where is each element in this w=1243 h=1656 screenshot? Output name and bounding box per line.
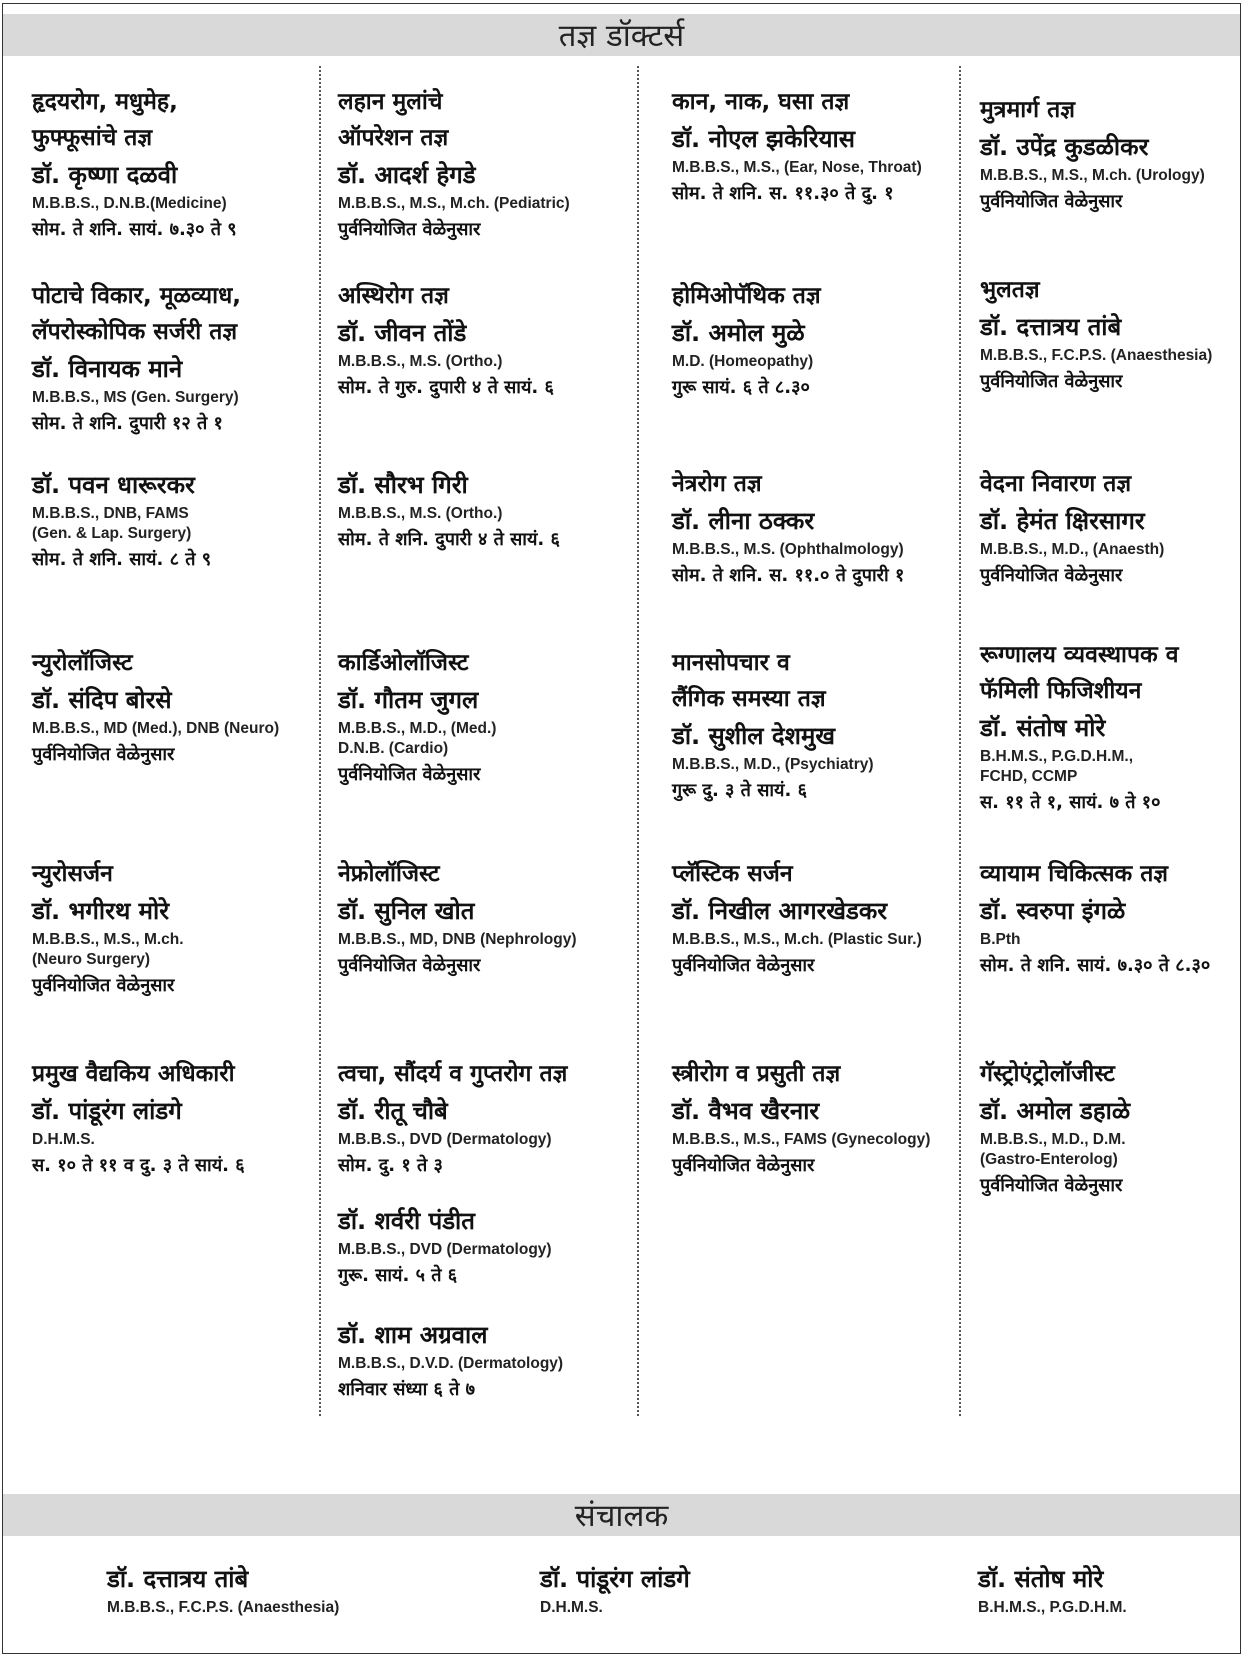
doctor-qualification: M.B.B.S., M.S. (Ortho.) [338, 353, 503, 370]
directors-bar [3, 1494, 1240, 1536]
doctor-entry [338, 466, 638, 554]
doctor-entry [32, 466, 332, 574]
doctor-timing: सोम. ते शनि. दुपारी ४ ते सायं. ६ [338, 529, 560, 550]
doctor-specialty: पोटाचे विकार, मूळव्याध, [32, 283, 241, 309]
doctor-timing: सोम. दु. १ ते ३ [338, 1155, 443, 1176]
doctor-timing: गुरू सायं. ६ ते ८.३० [672, 377, 810, 398]
doctor-timing: स. ११ ते १, सायं. ७ ते १० [980, 792, 1161, 813]
director-qualification: D.H.M.S. [540, 1599, 603, 1616]
doctor-entry [338, 1056, 638, 1180]
doctor-name: डॉ. स्वरुपा इंगळे [980, 897, 1126, 925]
doctor-timing: स. १० ते ११ व दु. ३ ते सायं. ६ [32, 1155, 245, 1176]
doctor-specialty: न्युरोलॉजिस्ट [32, 650, 133, 676]
doctor-specialty: गॅस्ट्रोएंट्रोलॉजीस्ट [980, 1061, 1115, 1087]
doctor-entry [338, 1202, 638, 1290]
doctor-name: डॉ. रीतू चौबे [338, 1097, 448, 1125]
doctor-name: डॉ. वैभव खैरनार [672, 1097, 820, 1125]
doctor-name: डॉ. शर्वरी पंडीत [338, 1207, 475, 1235]
doctor-qualification: D.N.B. (Cardio) [338, 740, 449, 757]
doctor-timing: पुर्वनियोजित वेळेनुसार [32, 744, 175, 765]
doctor-qualification: M.B.B.S., M.S., M.ch. (Plastic Sur.) [672, 931, 922, 948]
doctor-specialty: ऑपरेशन तज्ञ [338, 125, 449, 151]
doctor-entry [32, 84, 332, 244]
doctor-specialty: प्लॅस्टिक सर्जन [672, 861, 793, 887]
doctor-timing: पुर्वनियोजित वेळेनुसार [338, 764, 481, 785]
doctor-entry [32, 278, 332, 438]
doctor-entry [980, 856, 1243, 980]
doctor-timing: पुर्वनियोजित वेळेनुसार [980, 565, 1123, 586]
doctor-qualification: FCHD, CCMP [980, 768, 1078, 785]
doctor-qualification: M.B.B.S., DVD (Dermatology) [338, 1131, 552, 1148]
doctor-name: डॉ. निखील आगरखेडकर [672, 897, 888, 925]
page-title: तज्ञ डॉक्टर्स [558, 18, 685, 54]
doctor-qualification: M.B.B.S., M.D., (Med.) [338, 720, 497, 737]
doctor-name: डॉ. उपेंद्र कुडळीकर [980, 133, 1149, 161]
doctor-specialty: प्रमुख वैद्यकिय अधिकारी [32, 1061, 235, 1087]
doctor-entry [338, 856, 638, 980]
doctor-qualification: M.B.B.S., M.S., M.ch. [32, 931, 184, 948]
doctor-name: डॉ. नोएल झकेरियास [672, 125, 855, 153]
doctor-specialty: लैंगिक समस्या तज्ञ [672, 686, 826, 712]
doctor-specialty: नेत्ररोग तज्ञ [672, 471, 762, 497]
director-name: डॉ. दत्तात्रय तांबे [107, 1565, 249, 1593]
doctor-qualification: B.H.M.S., P.G.D.H.M., [980, 748, 1134, 765]
doctor-entry [338, 84, 638, 244]
doctor-timing: पुर्वनियोजित वेळेनुसार [672, 955, 815, 976]
doctor-entry [672, 856, 972, 980]
director-card [540, 1560, 900, 1618]
doctor-qualification: (Gastro-Enterolog) [980, 1151, 1118, 1168]
doctor-specialty: न्युरोसर्जन [32, 861, 113, 887]
doctor-name: डॉ. लीना ठक्कर [672, 507, 815, 535]
page-border [2, 3, 1241, 1654]
doctor-qualification: M.B.B.S., D.V.D. (Dermatology) [338, 1355, 564, 1372]
doctor-qualification: B.Pth [980, 931, 1021, 948]
doctor-specialty: मुत्रमार्ग तज्ञ [980, 97, 1075, 123]
doctor-entry [672, 1056, 972, 1180]
doctor-qualification: D.H.M.S. [32, 1131, 95, 1148]
doctor-entry [980, 1056, 1243, 1200]
doctor-qualification: M.B.B.S., DVD (Dermatology) [338, 1241, 552, 1258]
doctor-qualification: M.B.B.S., M.S., (Ear, Nose, Throat) [672, 159, 922, 176]
doctor-name: डॉ. शाम अग्रवाल [338, 1321, 488, 1349]
doctor-qualification: M.B.B.S., D.N.B.(Medicine) [32, 195, 227, 212]
doctor-qualification: M.B.B.S., F.C.P.S. (Anaesthesia) [980, 347, 1213, 364]
doctor-name: डॉ. भगीरथ मोरे [32, 897, 170, 925]
doctor-qualification: M.B.B.S., M.S., M.ch. (Pediatric) [338, 195, 570, 212]
doctor-specialty: होमिओपॅथिक तज्ञ [672, 283, 821, 309]
director-card [978, 1560, 1243, 1618]
doctor-specialty: अस्थिरोग तज्ञ [338, 283, 449, 309]
doctor-name: डॉ. अमोल मुळे [672, 319, 805, 347]
directors-title: संचालक [574, 1498, 669, 1534]
doctor-specialty: मानसोपचार व [672, 650, 790, 676]
doctor-specialty: फॅमिली फिजिशीयन [980, 678, 1142, 704]
doctor-qualification: M.B.B.S., M.D., (Anaesth) [980, 541, 1165, 558]
doctor-name: डॉ. गौतम जुगल [338, 686, 479, 714]
doctor-specialty: स्त्रीरोग व प्रसुती तज्ञ [672, 1061, 841, 1087]
doctor-qualification: M.D. (Homeopathy) [672, 353, 814, 370]
doctor-specialty: नेफ्रोलॉजिस्ट [338, 861, 440, 887]
doctor-qualification: M.B.B.S., M.S., M.ch. (Urology) [980, 167, 1205, 184]
doctor-qualification: M.B.B.S., M.S. (Ortho.) [338, 505, 503, 522]
doctor-qualification: M.B.B.S., M.D., (Psychiatry) [672, 756, 874, 773]
doctor-timing: सोम. ते शनि. स. ११.३० ते दु. १ [672, 183, 894, 204]
doctor-qualification: M.B.B.S., M.S. (Ophthalmology) [672, 541, 904, 558]
doctor-name: डॉ. विनायक माने [32, 355, 183, 383]
doctor-entry [980, 272, 1243, 396]
doctor-timing: पुर्वनियोजित वेळेनुसार [980, 1175, 1123, 1196]
doctor-timing: शनिवार संध्या ६ ते ७ [338, 1379, 476, 1400]
doctor-timing: सोम. ते शनि. सायं. ८ ते ९ [32, 549, 212, 570]
director-card [107, 1560, 467, 1618]
doctor-name: डॉ. संतोष मोरे [980, 714, 1106, 742]
doctor-specialty: फुफ्फूसांचे तज्ञ [32, 125, 153, 151]
doctor-name: डॉ. जीवन तोंडे [338, 319, 467, 347]
doctor-specialty: रूग्णालय व्यवस्थापक व [980, 642, 1179, 668]
doctor-qualification: M.B.B.S., MD (Med.), DNB (Neuro) [32, 720, 280, 737]
doctor-specialty: कान, नाक, घसा तज्ञ [672, 89, 850, 115]
doctor-entry [32, 645, 332, 769]
doctor-qualification: (Gen. & Lap. Surgery) [32, 525, 192, 542]
doctor-entry [672, 466, 972, 590]
doctor-name: डॉ. संदिप बोरसे [32, 686, 172, 714]
director-name: डॉ. पांडूरंग लांडगे [540, 1565, 690, 1593]
doctor-specialty: भुलतज्ञ [980, 277, 1040, 303]
doctor-specialty: लहान मुलांचे [338, 89, 443, 115]
doctor-qualification: M.B.B.S., M.S., FAMS (Gynecology) [672, 1131, 931, 1148]
doctor-timing: पुर्वनियोजित वेळेनुसार [672, 1155, 815, 1176]
doctor-timing: पुर्वनियोजित वेळेनुसार [32, 975, 175, 996]
doctor-qualification: (Neuro Surgery) [32, 951, 150, 968]
doctor-name: डॉ. सुशील देशमुख [672, 722, 835, 750]
doctor-entry [672, 645, 972, 805]
director-qualification: M.B.B.S., F.C.P.S. (Anaesthesia) [107, 1599, 340, 1616]
doctor-entry [338, 1316, 638, 1404]
doctor-timing: पुर्वनियोजित वेळेनुसार [980, 371, 1123, 392]
doctor-entry [980, 92, 1243, 216]
doctor-qualification: M.B.B.S., M.D., D.M. [980, 1131, 1126, 1148]
doctor-specialty: लॅपरोस्कोपिक सर्जरी तज्ञ [32, 319, 238, 345]
doctor-name: डॉ. पांडूरंग लांडगे [32, 1097, 182, 1125]
doctor-timing: सोम. ते गुरु. दुपारी ४ ते सायं. ६ [338, 377, 554, 398]
doctor-name: डॉ. हेमंत क्षिरसागर [980, 507, 1145, 535]
doctor-name: डॉ. कृष्णा दळवी [32, 161, 178, 189]
doctor-entry [980, 466, 1243, 590]
doctor-entry [980, 637, 1243, 817]
header-bar [3, 14, 1240, 56]
doctor-qualification: M.B.B.S., MS (Gen. Surgery) [32, 389, 239, 406]
doctor-timing: सोम. ते शनि. सायं. ७.३० ते ९ [32, 219, 237, 240]
doctor-specialty: वेदना निवारण तज्ञ [980, 471, 1132, 497]
doctor-entry [672, 278, 972, 402]
doctor-name: डॉ. दत्तात्रय तांबे [980, 313, 1122, 341]
doctor-qualification: M.B.B.S., DNB, FAMS [32, 505, 189, 522]
doctor-entry [338, 645, 638, 789]
doctor-timing: सोम. ते शनि. स. ११.० ते दुपारी १ [672, 565, 905, 586]
doctor-specialty: त्वचा, सौंदर्य व गुप्तरोग तज्ञ [338, 1061, 568, 1087]
director-name: डॉ. संतोष मोरे [978, 1565, 1104, 1593]
doctor-qualification: M.B.B.S., MD, DNB (Nephrology) [338, 931, 577, 948]
doctor-timing: गुरू. सायं. ५ ते ६ [338, 1265, 458, 1286]
doctor-name: डॉ. आदर्श हेगडे [338, 161, 476, 189]
doctor-name: डॉ. पवन धारूरकर [32, 471, 195, 499]
doctor-specialty: व्यायाम चिकित्सक तज्ञ [980, 861, 1169, 887]
doctor-entry [672, 84, 972, 208]
doctor-specialty: हृदयरोग, मधुमेह, [32, 89, 178, 115]
doctor-entry [338, 278, 638, 402]
doctor-timing: पुर्वनियोजित वेळेनुसार [338, 955, 481, 976]
doctor-timing: सोम. ते शनि. दुपारी १२ ते १ [32, 413, 223, 434]
doctor-specialty: कार्डिओलॉजिस्ट [338, 650, 469, 676]
doctor-entry [32, 1056, 332, 1180]
doctor-timing: सोम. ते शनि. सायं. ७.३० ते ८.३० [980, 955, 1211, 976]
doctor-timing: पुर्वनियोजित वेळेनुसार [980, 191, 1123, 212]
director-qualification: B.H.M.S., P.G.D.H.M. [978, 1599, 1127, 1616]
doctor-timing: पुर्वनियोजित वेळेनुसार [338, 219, 481, 240]
doctor-name: डॉ. अमोल डहाळे [980, 1097, 1131, 1125]
doctor-name: डॉ. सौरभ गिरी [338, 471, 468, 499]
doctor-name: डॉ. सुनिल खोत [338, 897, 475, 925]
doctor-timing: गुरू दु. ३ ते सायं. ६ [672, 780, 807, 801]
doctor-entry [32, 856, 332, 1000]
